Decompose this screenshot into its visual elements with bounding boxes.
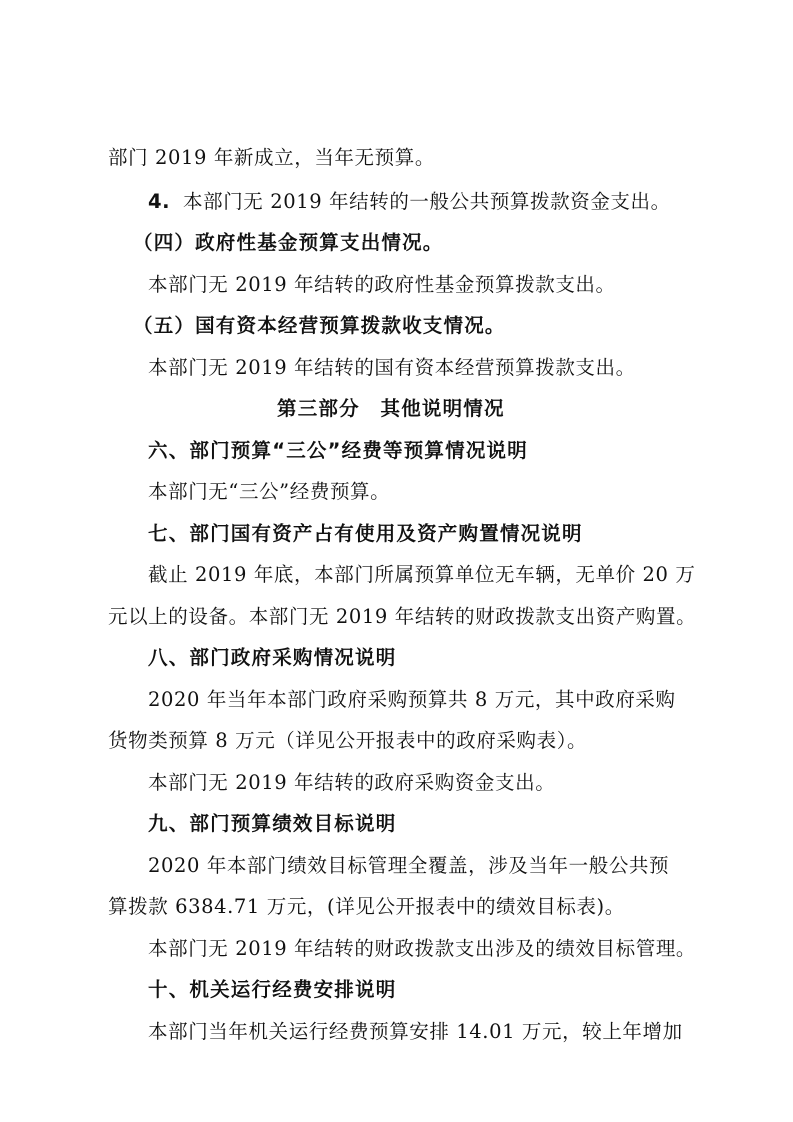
paragraph-line: 本部门无 2019 年结转的财政拨款支出涉及的绩效目标管理。 [148, 937, 697, 960]
paragraph-line: 货物类预算 8 万元（详见公开报表中的政府采购表）。 [108, 729, 588, 752]
paragraph-line: 2020 年本部门绩效目标管理全覆盖，涉及当年一般公共预 [148, 854, 670, 877]
paragraph-line: 本部门无“三公”经费预算。 [148, 480, 391, 503]
paragraph-line: 元以上的设备。本部门无 2019 年结转的财政拨款支出资产购置。 [108, 605, 697, 628]
section-heading: 八、部门政府采购情况说明 [148, 646, 397, 669]
section-heading: 九、部门预算绩效目标说明 [148, 812, 397, 835]
paragraph-line: 部门 2019 年新成立，当年无预算。 [108, 146, 435, 169]
paragraph-line: 本部门无 2019 年结转的政府性基金预算拨款支出。 [148, 273, 616, 296]
section-heading: 十、机关运行经费安排说明 [148, 978, 397, 1001]
part-heading: 第三部分 其他说明情况 [277, 397, 505, 420]
paragraph-line: 算拨款 6384.71 万元，(详见公开报表中的绩效目标表)。 [108, 895, 625, 918]
paragraph-line: 本部门无 2019 年结转的国有资本经营预算拨款支出。 [148, 356, 636, 379]
subsection-heading: （四）政府性基金预算支出情况。 [133, 231, 444, 254]
list-number: 4. [148, 190, 171, 213]
section-heading: 六、部门预算“三公”经费等预算情况说明 [148, 439, 528, 462]
paragraph-line: 2020 年当年本部门政府采购预算共 8 万元，其中政府采购 [148, 688, 676, 711]
subsection-heading: （五）国有资本经营预算拨款收支情况。 [133, 314, 506, 337]
section-heading: 七、部门国有资产占有使用及资产购置情况说明 [148, 522, 583, 545]
paragraph-line: 本部门无 2019 年结转的一般公共预算拨款资金支出。 [183, 190, 671, 213]
paragraph-line: 截止 2019 年底，本部门所属预算单位无车辆，无单价 20 万 [148, 563, 696, 586]
paragraph-line: 本部门无 2019 年结转的政府采购资金支出。 [148, 771, 556, 794]
paragraph-line: 本部门当年机关运行经费预算安排 14.01 万元，较上年增加 [148, 1020, 683, 1043]
